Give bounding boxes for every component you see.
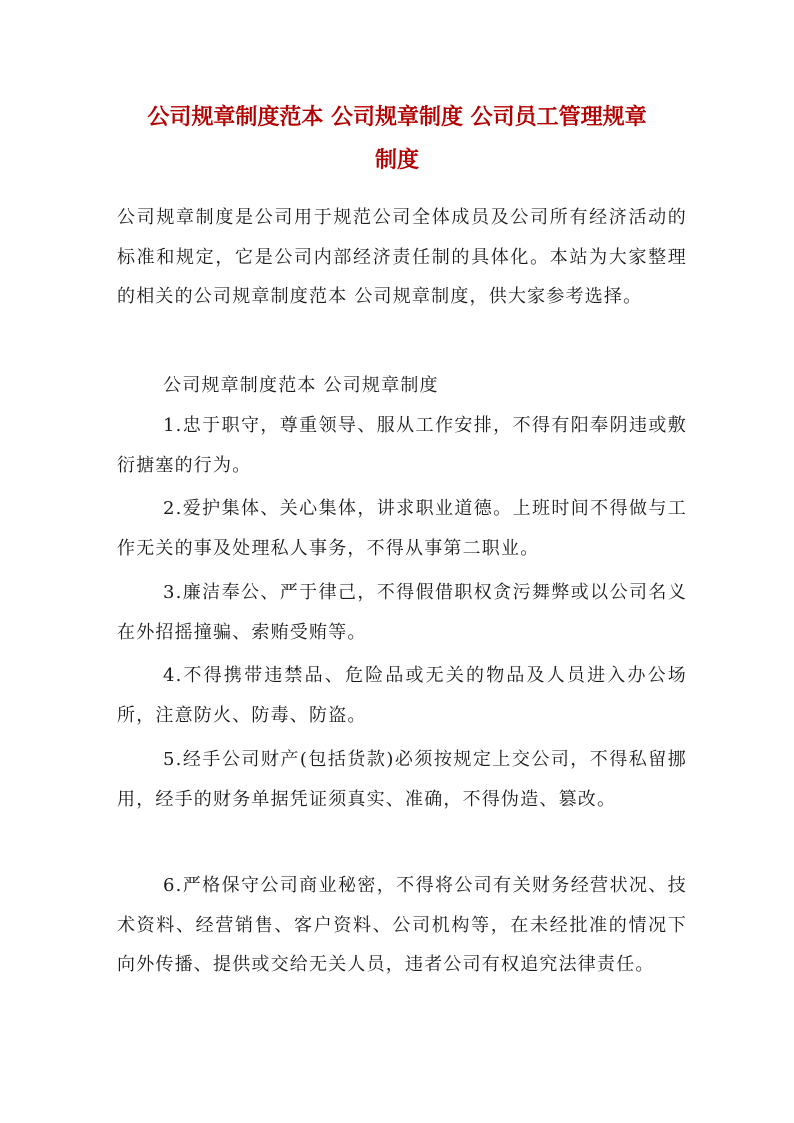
document-title-line-1: 公司规章制度范本 公司规章制度 公司员工管理规章 — [147, 105, 647, 130]
rule-item-2: 2.爱护集体、关心集体，讲求职业道德。上班时间不得做与工作无关的事及处理私人事务，不得从事第二职业。 — [117, 498, 687, 559]
document-title-line-2: 制度 — [374, 148, 419, 173]
rule-item-5: 5.经手公司财产(包括货款)必须按规定上交公司，不得私留挪用，经手的财务单据凭证须真实、准确，不得伪造、篡改。 — [117, 749, 687, 810]
rule-item-1: 1.忠于职守，尊重领导、服从工作安排，不得有阳奉阴违或敷衍搪塞的行为。 — [117, 415, 687, 476]
intro-paragraph: 公司规章制度是公司用于规范公司全体成员及公司所有经济活动的标准和规定，它是公司内部经济责任制的具体化。本站为大家整理的相关的公司规章制度范本 公司规章制度，供大家参考选择。 — [117, 207, 687, 307]
rule-item-6: 6.严格保守公司商业秘密，不得将公司有关财务经营状况、技术资料、经营销售、客户资料、公司机构等，在未经批准的情况下向外传播、提供或交给无关人员，违者公司有权追究法律责任。 — [117, 875, 687, 975]
rule-item-4: 4.不得携带违禁品、危险品或无关的物品及人员进入办公场所，注意防火、防毒、防盗。 — [117, 665, 687, 726]
rule-item-3: 3.廉洁奉公、严于律己，不得假借职权贪污舞弊或以公司名义在外招摇撞骗、索贿受贿等。 — [117, 582, 687, 643]
section-subheading: 公司规章制度范本 公司规章制度 — [163, 375, 439, 396]
